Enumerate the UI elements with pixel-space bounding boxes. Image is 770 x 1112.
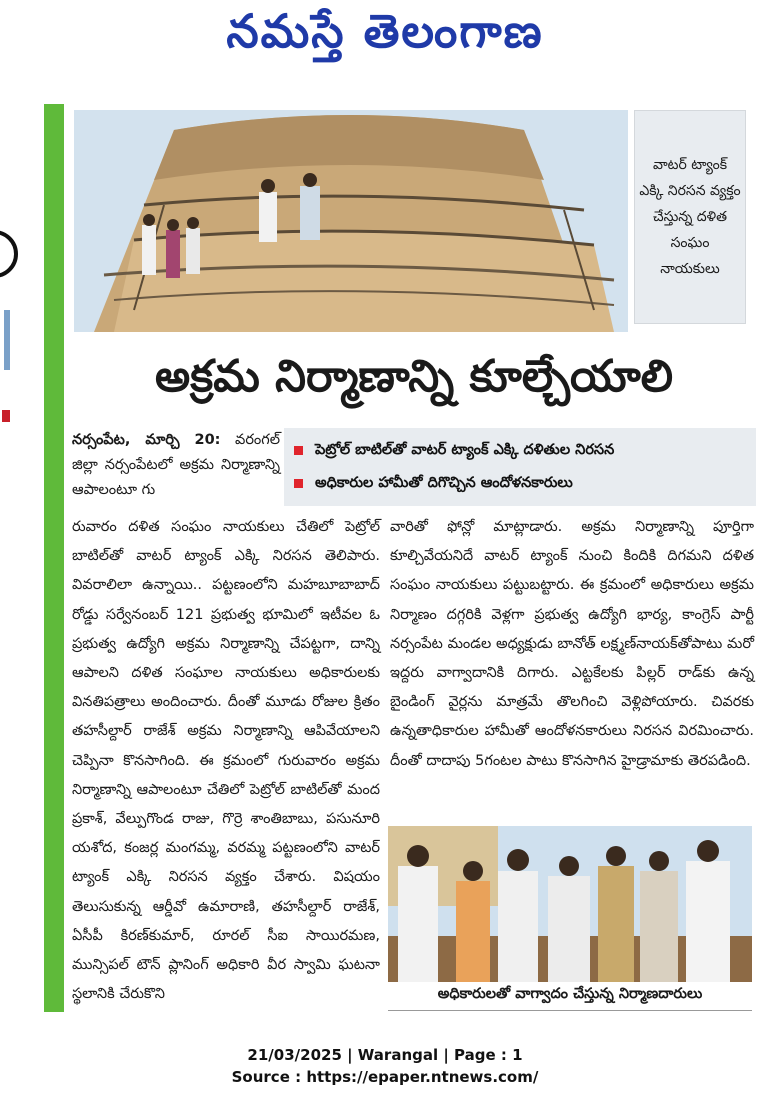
highlight-item: [294, 434, 746, 467]
article-dateline: నర్సంపేట, మార్చి 20:: [72, 432, 221, 448]
accent-bar: [44, 104, 64, 1012]
article-column-right: [390, 513, 754, 776]
highlight-text: పెట్రోల్ బాటిల్‌తో వాటర్ ట్యాంక్ ఎక్కి దళితుల నిరసన: [315, 442, 615, 458]
adjacent-article-strip: [0, 112, 44, 1012]
masthead-title: నమస్తే తెలంగాణ: [226, 4, 544, 58]
bullet-square-icon: [294, 446, 303, 455]
article-headline: అక్రమ నిర్మాణాన్ని కూల్చేయాలి: [155, 351, 673, 402]
bottom-photo-caption: అధికారులతో వాగ్వాదం చేస్తున్న నిర్మాణదారులు: [388, 982, 752, 1011]
highlight-text: అధికారుల హామీతో దిగొచ్చిన ఆందోళనకారులు: [315, 475, 573, 491]
highlight-item: [294, 467, 746, 500]
water-tank-photo: [74, 110, 628, 332]
adjacent-article-fragment: [0, 230, 18, 278]
bullet-square-icon: [294, 479, 303, 488]
masthead: [0, 0, 770, 74]
officials-argument-photo: [388, 826, 752, 982]
article-body-right: వారితో ఫోన్లో మాట్లాడారు. అక్రమ నిర్మాణాన్ని పూర్తిగా కూల్చివేయనిదే వాటర్ ట్యాంక్ నుంచి కిందికి దిగమని దళిత సంఘం నాయకులు పట్టుబట్టారు. ఈ క్రమంలో అధికారులు అక్రమ నిర్మాణం దగ్గరికి వెళ్లగా ప్రభుత్వ ఉద్యోగి భార్య, కాంగ్రెస్ పార్టీ నర్సంపేట మండల అధ్యక్షుడు బానోత్ లక్ష్మణ్‌నాయక్‌తోపాటు మరో ఇద్దరు వాగ్వాదానికి దిగారు. ఎట్టకేలకు పిల్లర్ రాడ్‌కు ఉన్న బైండింగ్ వైర్లను మాత్రమే తొలగించి వెళ్లిపోయారు. చివరకు ఉన్నతాధికారుల హామీతో ఆందోళనకారులు నిరసన విరమించారు. దీంతో దాదాపు 5గంటల పాటు కొనసాగిన హైడ్రామాకు తెరపడింది.: [390, 519, 754, 769]
crowd-illustration: [388, 826, 752, 982]
footer-source[interactable]: Source : https://epaper.ntnews.com/: [231, 1068, 539, 1086]
article-lead-text: వరంగల్ జిల్లా నర్సంపేటలో అక్రమ నిర్మాణాన్ని ఆపాలంటూ గు: [72, 432, 281, 498]
footer-edition-info: 21/03/2025 | Warangal | Page : 1: [247, 1046, 523, 1064]
top-photo-caption: వాటర్ ట్యాంక్ ఎక్కి నిరసన వ్యక్తం చేస్తున్న దళిత సంఘం నాయకులు: [634, 110, 746, 324]
article-body-left: రువారం దళిత సంఘం నాయకులు చేతిలో పెట్రోల్ బాటిల్‌తో వాటర్ ట్యాంక్ ఎక్కి నిరసన తెలిపారు. వివరాలిలా ఉన్నాయి.. పట్టణంలోని మహబూబాబాద్ రోడ్డు సర్వేనంబర్ 121 ప్రభుత్వ భూమిలో ఇటీవల ఓ ప్రభుత్వ ఉద్యోగి అక్రమ నిర్మాణాన్ని చేపట్టగా, దాన్ని ఆపాలని దళిత సంఘాల నాయకులు అధికారులకు వినతిపత్రాలు అందించారు. దీంతో మూడు రోజుల క్రితం తహసీల్దార్ రాజేశ్ అక్రమ నిర్మాణాన్ని ఆపివేయాలని చెప్పినా కొనసాగింది. ఈ క్రమంలో గురువారం అక్రమ నిర్మాణాన్ని ఆపాలంటూ చేతిలో పెట్రోల్ బాటిల్‌తో మంద ప్రకాశ్, వేల్పుగొండ రాజు, గొర్రె శాంతిబాబు, పసునూరి యశోద, కంజర్ల మంగమ్మ, వరమ్మ పట్టణంలోని వాటర్ ట్యాంక్ ఎక్కి నిరసన వ్యక్తం చేశారు. విషయం తెలుసుకున్న ఆర్డీవో ఉమారాణి, తహసీల్దార్ రాజేశ్, ఏసీపీ కిరణ్‌కుమార్, రూరల్ సీఐ సాయిరమణ, మున్సిపల్ టౌన్ ప్లానింగ్ అధికారి వీర స్వామి ఘటనా స్థలానికి చేరుకొని: [72, 519, 380, 1003]
highlights-box: [284, 428, 756, 506]
article-column-left: [72, 513, 380, 1009]
adjacent-article-fragment: [2, 410, 10, 422]
water-tank-illustration: [74, 110, 628, 332]
page-footer: [0, 1044, 770, 1088]
article-lead: [72, 428, 280, 503]
adjacent-article-fragment: [4, 310, 10, 370]
